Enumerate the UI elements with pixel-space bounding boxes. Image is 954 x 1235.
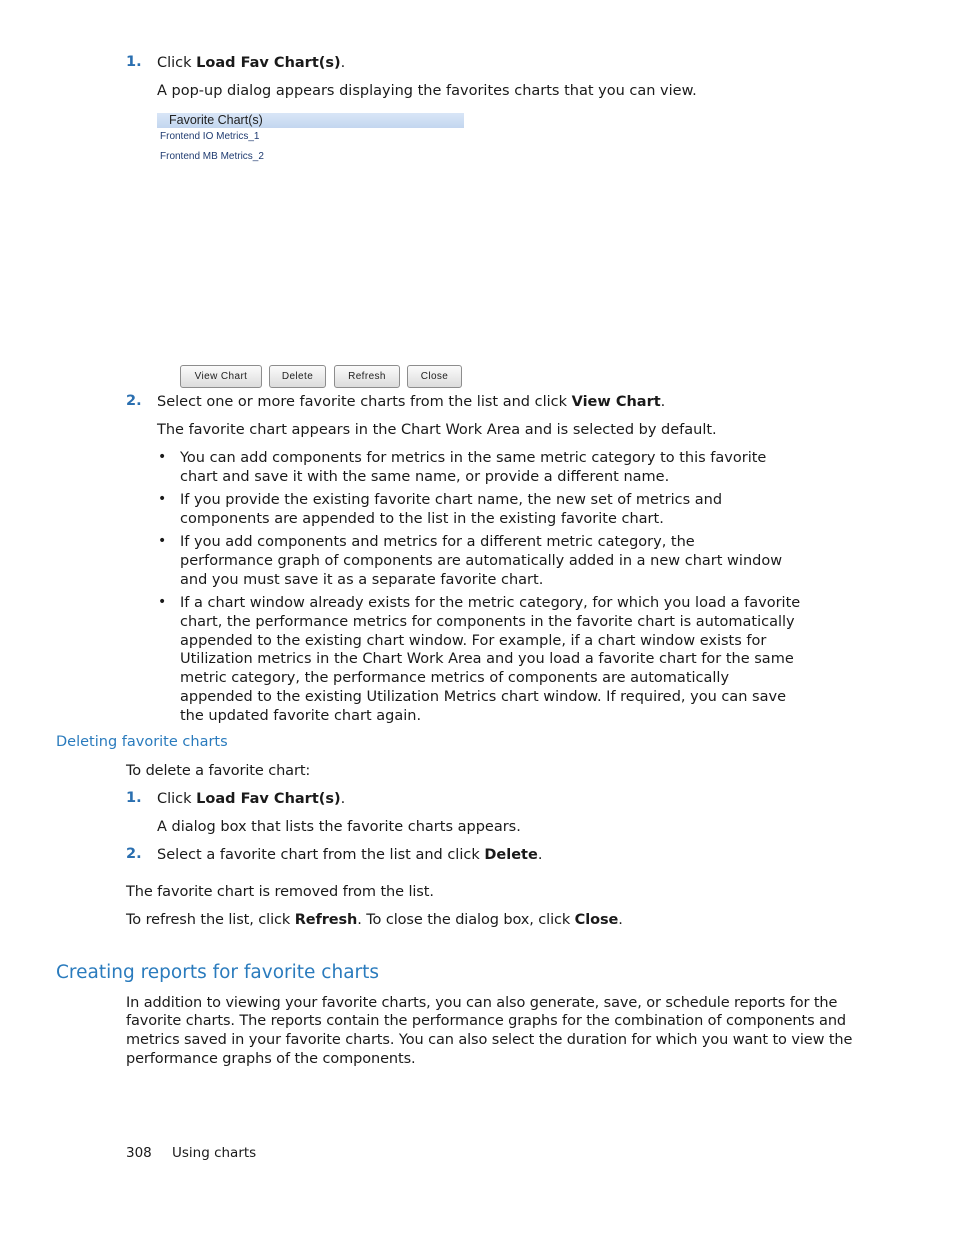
favorite-charts-dialog-header — [157, 113, 464, 128]
refresh-button[interactable]: Refresh — [334, 365, 400, 388]
section-heading-deleting: Deleting favorite charts — [56, 734, 228, 750]
refresh-prefix: To refresh the list, click — [126, 912, 295, 928]
view-chart-button[interactable]: View Chart — [180, 365, 262, 388]
step-1-suffix: . — [340, 55, 346, 71]
bullet-marker: • — [158, 449, 167, 465]
step-1-description: A pop-up dialog appears displaying the favorites charts that you can view. — [157, 83, 697, 99]
delete-step-1-number: 1. — [126, 790, 142, 806]
bullet-item: If a chart window already exists for the metric category, for which you load a favorite chart, the performance metrics for components in the favorite chart is automatically appended to the existing chart window. For example, if a chart window exists for Utilization metrics in the Chart Work Area and you load a favorite chart for the same metric category, the performance metrics of components are automatically appended to the existing Utilization Metrics chart window. If required, you can save the updated favorite chart again. — [180, 595, 801, 724]
step-1-prefix: Click — [157, 55, 197, 71]
refresh-bold: Refresh — [294, 912, 358, 928]
step-1-number: 1. — [126, 54, 142, 70]
close-bold: Close — [574, 912, 619, 928]
bullet-marker: • — [158, 594, 167, 610]
refresh-suffix: . — [618, 912, 623, 928]
delete-step-2-prefix: Select a favorite chart from the list and click — [157, 847, 485, 863]
dialog-title: Favorite Chart(s) — [169, 113, 263, 127]
step-1-text — [157, 54, 345, 73]
delete-step-1-prefix: Click — [157, 791, 197, 807]
favorite-chart-item[interactable]: Frontend IO Metrics_1 — [160, 131, 260, 142]
creating-line: In addition to viewing your favorite charts, you can also generate, save, or schedule reports for the — [126, 995, 838, 1011]
page-number: 308 — [126, 1145, 152, 1161]
delete-step-1-description: A dialog box that lists the favorite charts appears. — [157, 819, 521, 835]
refresh-mid: . To close the dialog box, click — [357, 912, 575, 928]
delete-step-1-suffix: . — [340, 791, 346, 807]
step-2-text — [157, 393, 665, 412]
bullet-marker: • — [158, 491, 167, 507]
delete-step-1-text — [157, 790, 345, 809]
step-1-bold: Load Fav Chart(s) — [196, 55, 341, 71]
section-heading-creating-reports: Creating reports for favorite charts — [56, 962, 380, 983]
delete-button[interactable]: Delete — [269, 365, 326, 388]
delete-step-2-bold: Delete — [484, 847, 538, 863]
footer-section-title: Using charts — [172, 1145, 257, 1161]
step-2-description: The favorite chart appears in the Chart Work Area and is selected by default. — [157, 422, 717, 438]
refresh-close-instruction — [126, 911, 623, 930]
delete-step-2-text — [157, 846, 542, 865]
favorite-chart-item[interactable]: Frontend MB Metrics_2 — [160, 151, 264, 162]
step-2-bold: View Chart — [571, 394, 661, 410]
step-2-number: 2. — [126, 393, 142, 409]
deleting-intro: To delete a favorite chart: — [126, 763, 311, 779]
close-button[interactable]: Close — [407, 365, 462, 388]
delete-step-2-number: 2. — [126, 846, 142, 862]
delete-step-2-suffix: . — [537, 847, 543, 863]
creating-line: metrics saved in your favorite charts. You can also select the duration for which you want to view the — [126, 1032, 853, 1048]
delete-step-1-bold: Load Fav Chart(s) — [196, 791, 341, 807]
bullet-item: You can add components for metrics in the same metric category to this favorite chart and save it with the same name, or provide a different name. — [180, 450, 767, 485]
bullet-marker: • — [158, 533, 167, 549]
bullet-item: If you add components and metrics for a different metric category, the performance graph of components are automatically added in a new chart window and you must save it as a separate favorite chart. — [180, 534, 783, 588]
creating-line: performance graphs of the components. — [126, 1051, 416, 1067]
step-2-prefix: Select one or more favorite charts from the list and click — [157, 394, 572, 410]
step-2-suffix: . — [660, 394, 666, 410]
creating-line: favorite charts. The reports contain the performance graphs for the combination of components and — [126, 1013, 847, 1029]
delete-result: The favorite chart is removed from the list. — [126, 884, 434, 900]
bullet-item: If you provide the existing favorite chart name, the new set of metrics and components are appended to the list in the existing favorite chart. — [180, 492, 723, 527]
